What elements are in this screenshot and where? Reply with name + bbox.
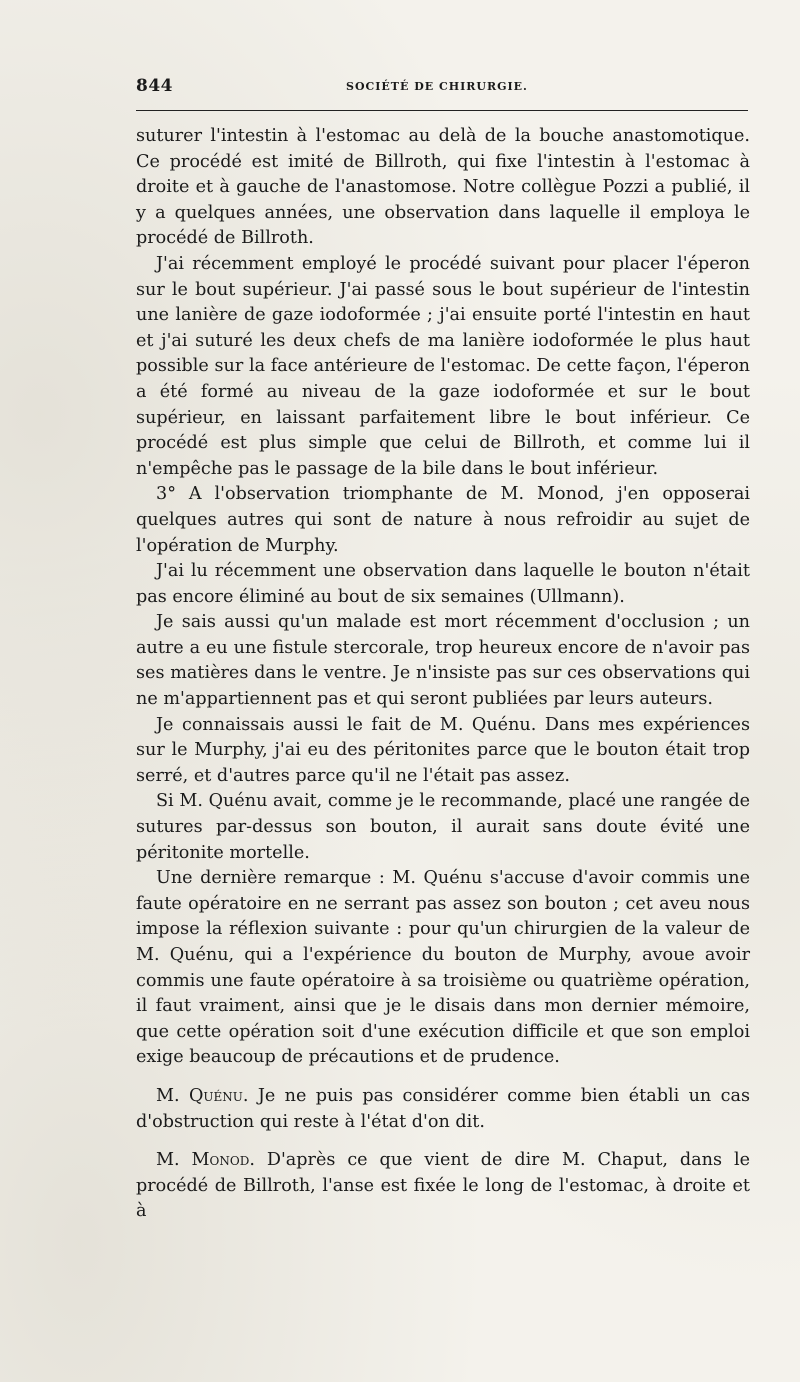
intervention-monod [136,1148,750,1225]
intervention-text: . D'après ce que vient de dire M. Chaput, dans le procédé de Billroth, l'anse est fixée le long de l'estomac, à droite et à [136,1150,750,1222]
page-header [136,76,748,100]
running-title: SOCIÉTÉ DE CHIRURGIE. [346,80,528,93]
body-text [136,124,750,1225]
paragraph-continuation: suturer l'intestin à l'estomac au delà de la bouche anastomotique. Ce procédé est imité de Billroth, qui fixe l'intestin à l'estomac à droite et à gauche de l'anastomose. Notre collègue Pozzi a publié, il y a quelques années, une observation dans laquelle il employa le procédé de Billroth. [136,126,750,249]
paragraph-quenu-fait: Je connaissais aussi le fait de M. Quénu. Dans mes expériences sur le Murphy, j'ai eu des péritonites parce que le bouton était trop serré, et d'autres parce qu'il ne l'était pas assez. [136,714,750,786]
intervention-quenu [136,1084,750,1135]
page-number: 844 [136,76,173,96]
header-rule [136,110,748,111]
paragraph-derniere-remarque: Une dernière remarque : M. Quénu s'accuse d'avoir commis une faute opératoire en ne serrant pas assez son bouton ; cet aveu nous impose la réflexion suivante : pour qu'un chirurgien de la valeur de M. Quénu, qui a l'expérience du bouton de Murphy, avoue avoir commis une faute opératoire à sa troisième ou quatrième opération, il faut vraiment, ainsi que je le disais dans mon dernier mémoire, que cette opération soit d'une exécution difficile et que son emploi exige beaucoup de précautions et de prudence. [136,868,750,1068]
paragraph-ullmann: J'ai lu récemment une observation dans laquelle le bouton n'était pas encore éliminé au bout de six semaines (Ullmann). [136,561,750,607]
paragraph-sutures: Si M. Quénu avait, comme je le recommande, placé une rangée de sutures par-dessus son bouton, il aurait sans doute évité une péritonite mortelle. [136,791,750,863]
intervention-text: . Je ne puis pas considérer comme bien établi un cas d'obstruction qui reste à l'état d'on dit. [136,1085,750,1132]
speaker-name: Monod [191,1150,250,1171]
speaker-name: Quénu [188,1085,243,1106]
speaker-prefix: M. [156,1150,192,1171]
paragraph-observation-murphy: 3° A l'observation triomphante de M. Monod, j'en opposerai quelques autres qui sont de nature à nous refroidir au sujet de l'opération de Murphy. [136,484,750,556]
paragraph-occlusion: Je sais aussi qu'un malade est mort récemment d'occlusion ; un autre a eu une fistule stercorale, trop heureux encore de n'avoir pas ses matières dans le ventre. Je n'insiste pas sur ces observations qui ne m'appartiennent pas et qui seront publiées par leurs auteurs. [136,612,750,710]
speaker-prefix: M. [156,1085,189,1106]
paragraph-eperon: J'ai récemment employé le procédé suivant pour placer l'éperon sur le bout supérieur. J'ai passé sous le bout supérieur de l'intestin une lanière de gaze iodoformée ; j'ai ensuite porté l'intestin en haut et j'ai suturé les deux chefs de ma lanière iodoformée le plus haut possible sur la face antérieure de l'estomac. De cette façon, l'éperon a été formé au niveau de la gaze iodoformée et sur le bout supérieur, en laissant parfaitement libre le bout inférieur. Ce procédé est plus simple que celui de Billroth, et comme lui il n'empêche pas le passage de la bile dans le bout inférieur. [136,253,750,479]
